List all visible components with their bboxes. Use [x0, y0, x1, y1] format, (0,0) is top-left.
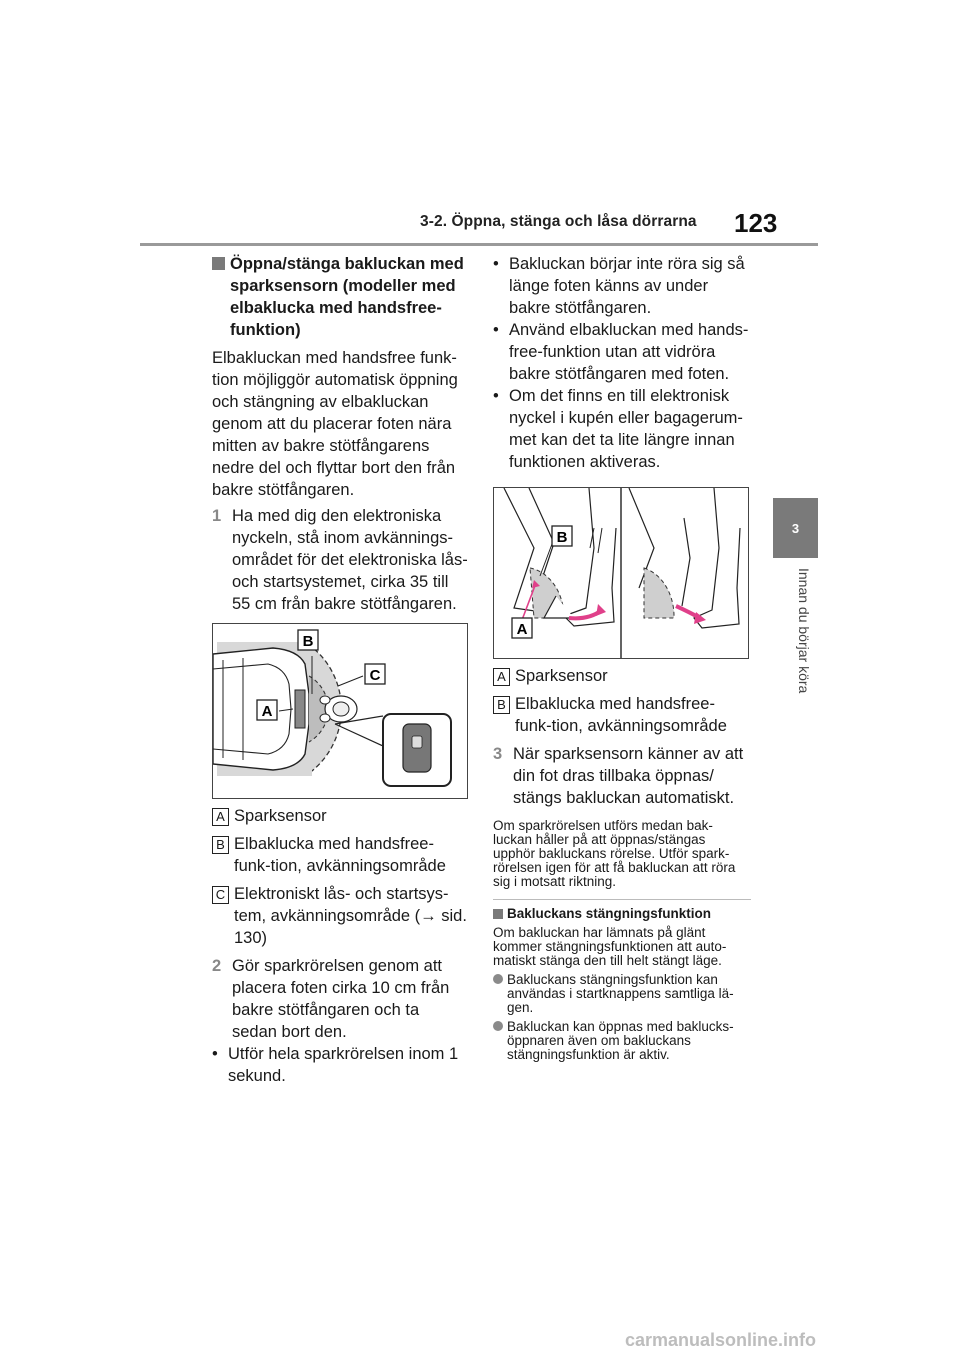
section-divider [493, 899, 751, 900]
car-sensor-illustration [213, 624, 467, 798]
chapter-tab [773, 498, 818, 558]
legend-key: B [493, 696, 510, 714]
figure-label-a: A [516, 621, 528, 638]
legend-key: B [212, 836, 229, 854]
page-number: 123 [734, 208, 778, 238]
kick-motion-figure [493, 487, 749, 659]
circle-bullet-icon [493, 1021, 503, 1031]
figure-label-b: B [556, 529, 568, 546]
square-bullet-icon [493, 909, 503, 919]
step-text: Ha med dig den elektroniska nyckeln, stå inom avkännings-området för det elektroniska lås- och startsystemet, cirka 35 till 55 cm från bakre stötfångaren. [232, 507, 468, 613]
step-number: 1 [212, 507, 222, 525]
legend-key: C [212, 886, 229, 904]
square-bullet-icon [212, 257, 225, 270]
step-number: 2 [212, 957, 222, 975]
figure-label-a: A [261, 703, 273, 720]
right-column [493, 253, 751, 1062]
intro-paragraph: Elbakluckan med handsfree funk-tion möjliggör automatisk öppning och stängning av elbakluckan genom att du placerar foten nära mitten av bakre stötfångarens nedre del och flyttar bort den från bakre stötfångaren. [212, 349, 458, 499]
sub-heading: Bakluckans stängningsfunktion [493, 906, 751, 922]
figure-label-c: C [369, 667, 381, 684]
car-top-view-figure [212, 623, 468, 799]
bullet-item: • Använd elbakluckan med hands-free-funktion utan att vidröra bakre stötfångaren med foten. [493, 321, 749, 383]
step-number: 3 [493, 745, 503, 763]
step-text: När sparksensorn känner av att din fot dras tillbaka öppnas/ stängs bakluckan automatiskt. [513, 745, 744, 807]
legend-item-a [212, 805, 468, 827]
step-2 [212, 955, 468, 1043]
note-paragraph: Om sparkrörelsen utförs medan bak-luckan håller på att öppnas/stängas upphör bakluckans rörelse. Utför spark-rörelsen igen för att få bakluckan att röra sig i motsatt riktning. [493, 818, 736, 889]
legend-item-a [493, 665, 751, 687]
legend-text: Elbaklucka med handsfree-funk-tion, avkänningsområde [515, 695, 727, 735]
chapter-number: 3 [791, 520, 800, 536]
legend-text: Elektroniskt lås- och startsys-tem, avkänningsområde (→ sid. 130) [234, 885, 467, 947]
circle-bullet-icon [493, 974, 503, 984]
legend-item-b [212, 833, 468, 877]
section-title: 3-2. Öppna, stänga och låsa dörrarna [420, 213, 697, 230]
bullet-item: • Om det finns en till elektronisk nyckel i kupén eller bagagerum-met kan det ta lite längre innan funktionen aktiveras. [493, 387, 743, 471]
dot-item: Bakluckan kan öppnas med baklucks-öppnaren även om bakluckans stängningsfunktion är aktiv. [493, 1020, 751, 1062]
legend-text: Sparksensor [515, 667, 608, 685]
dot-item: Bakluckans stängningsfunktion kan användas i startknappens samtliga lä-gen. [493, 973, 751, 1015]
chapter-title: Innan du börjar köra [796, 568, 812, 694]
header-rule [140, 243, 818, 246]
bullet-item: • Bakluckan börjar inte röra sig så länge foten känns av under bakre stötfångaren. [493, 255, 745, 317]
legend-key: A [212, 808, 229, 826]
figure-label-b: B [302, 633, 314, 650]
step-text: Gör sparkrörelsen genom att placera foten cirka 10 cm från bakre stötfångaren och ta sedan bort den. [232, 957, 450, 1041]
legend-item-c [212, 883, 468, 949]
kick-illustration [494, 488, 748, 658]
watermark: carmanualsonline.info [625, 1330, 817, 1350]
legend-item-b [493, 693, 751, 737]
section-heading: Öppna/stänga bakluckan med sparksensorn (modeller med elbaklucka med handsfree-funktion) [212, 253, 468, 341]
legend-text: Sparksensor [234, 807, 327, 825]
step-3 [493, 743, 751, 809]
bullet-item: • Utför hela sparkrörelsen inom 1 sekund. [212, 1045, 459, 1085]
left-column [212, 253, 468, 1087]
sub-paragraph: Om bakluckan har lämnats på glänt kommer stängningsfunktionen att auto-matiskt stänga den till helt stängt läge. [493, 925, 727, 968]
legend-key: A [493, 668, 510, 686]
legend-text: Elbaklucka med handsfree-funk-tion, avkänningsområde [234, 835, 446, 875]
step-1 [212, 505, 468, 615]
